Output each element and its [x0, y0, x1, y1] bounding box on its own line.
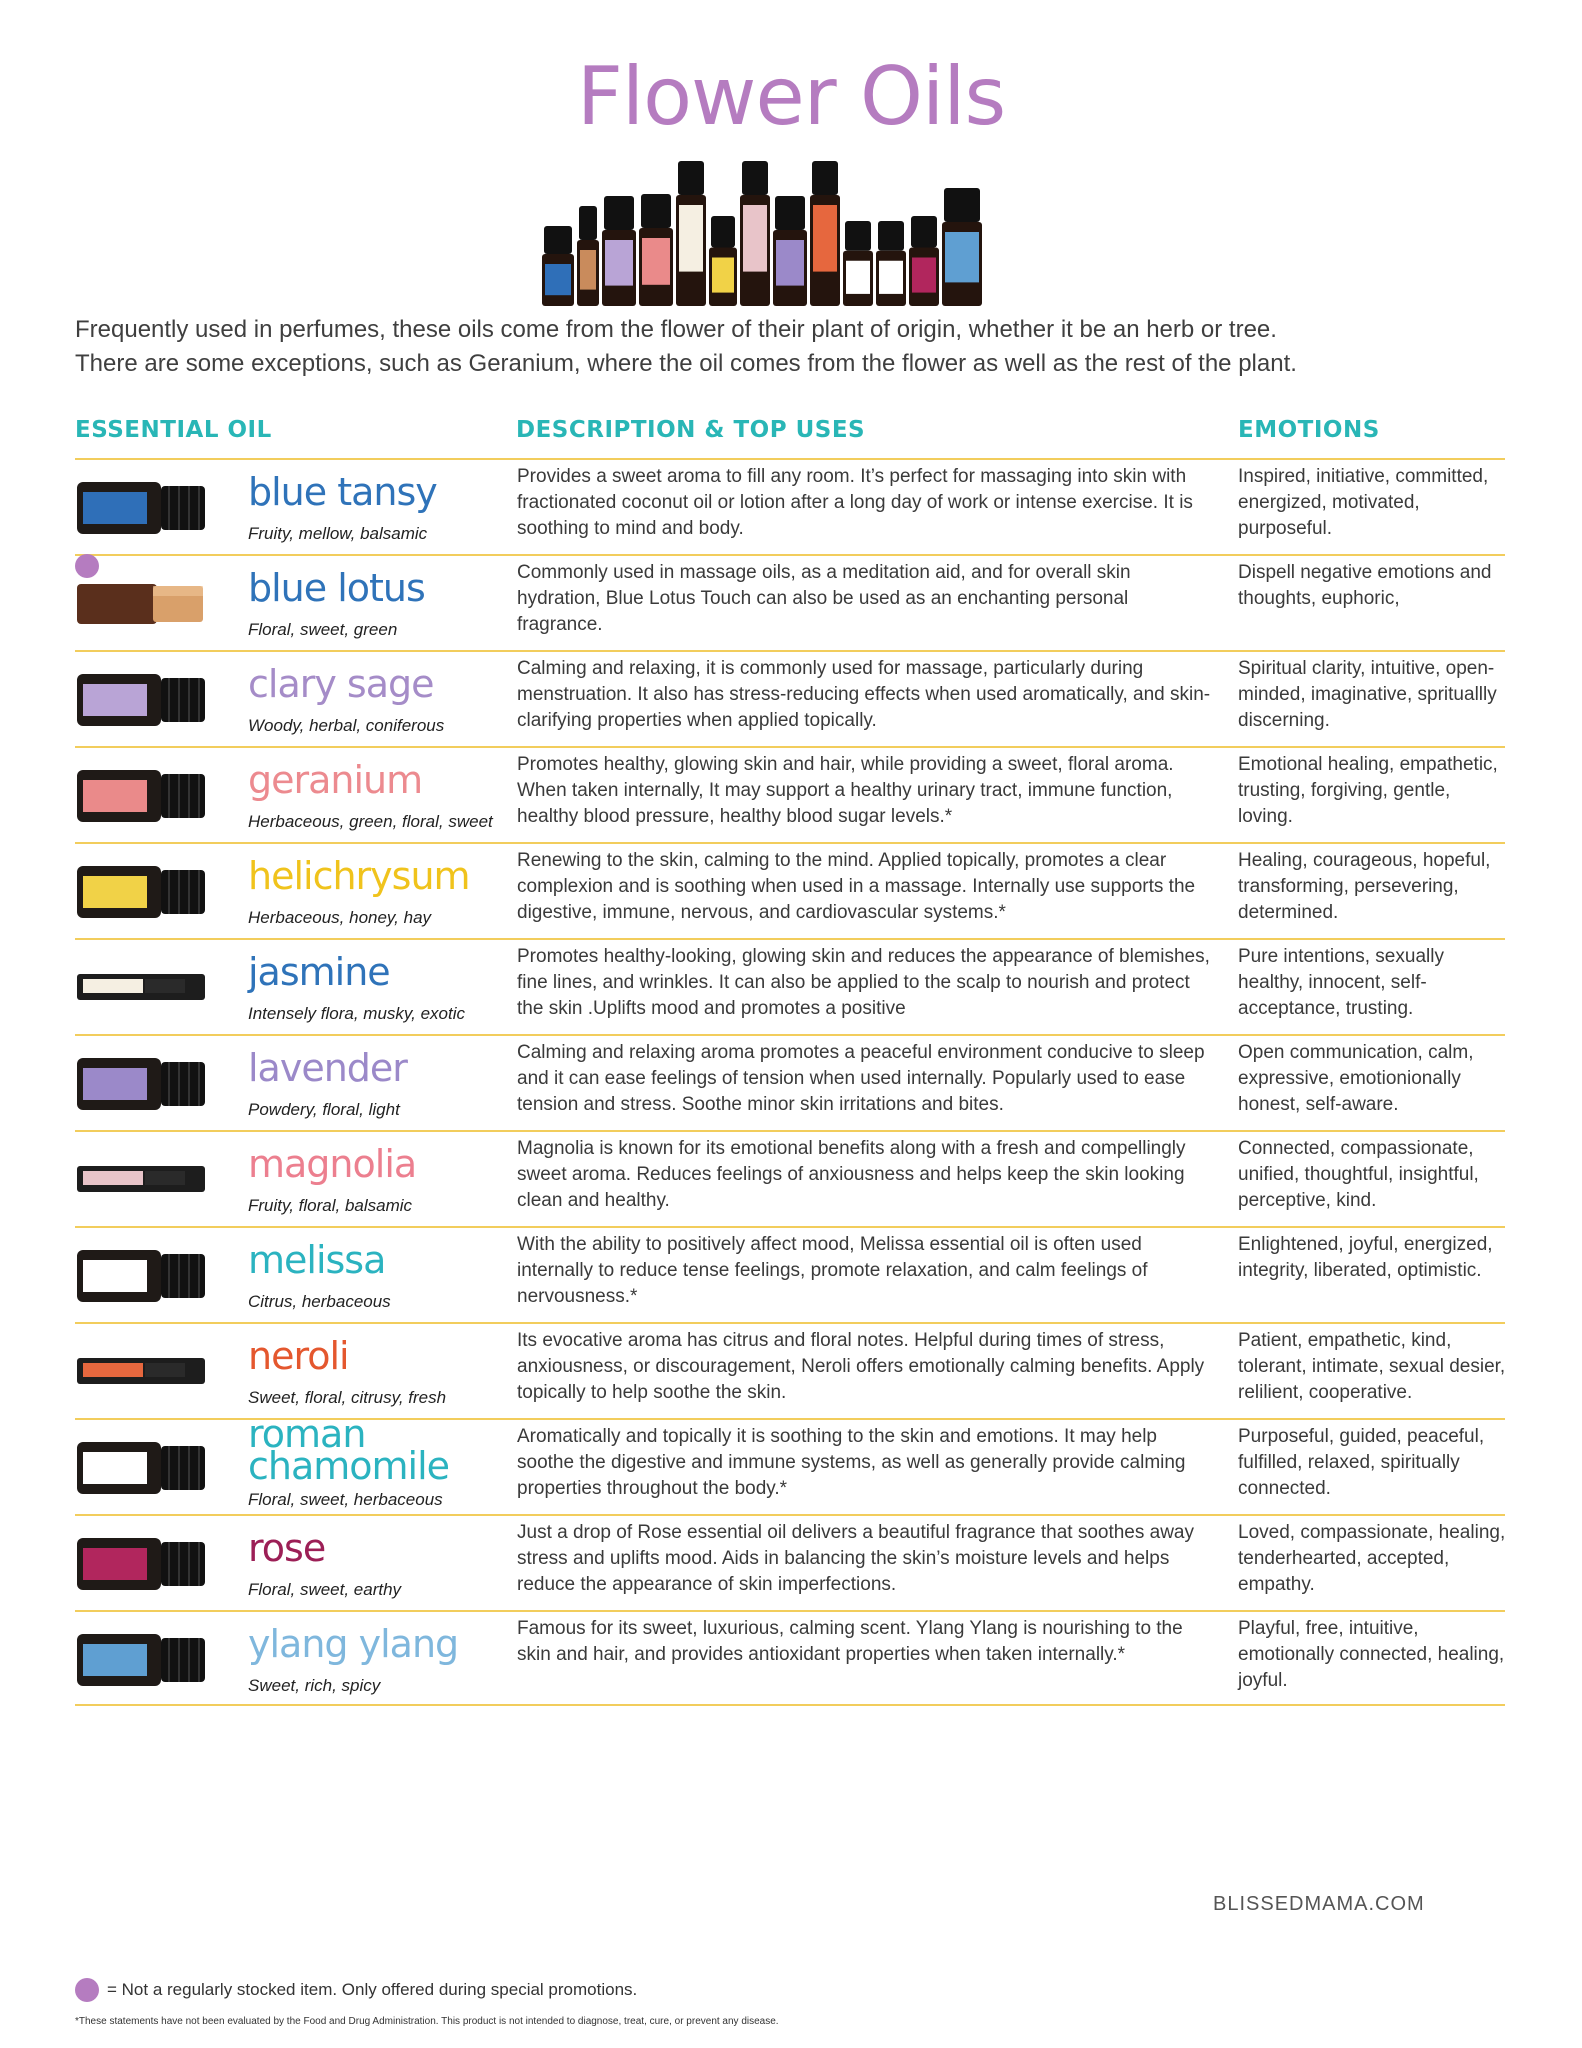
oil-description: Famous for its sweet, luxurious, calming scent. Ylang Ylang is nourishing to the skin and hair, and provides antioxidant properties when taken internally.*: [517, 1618, 1183, 1665]
oil-description: Promotes healthy, glowing skin and hair, while providing a sweet, floral aroma. When taken internally, It may support a healthy urinary tract, immune function, healthy blood pressure, healthy blood sugar levels.*: [517, 754, 1174, 827]
oil-description: Its evocative aroma has citrus and floral notes. Helpful during times of stress, anxiousness, or discouragement, Neroli offers emotionally calming benefits. Apply topically to help soothe the skin.: [517, 1330, 1205, 1403]
oil-name: geranium: [248, 758, 423, 802]
oil-aroma: Floral, sweet, herbaceous: [248, 1490, 443, 1509]
oil-bottle-icon: [75, 958, 207, 1016]
oil-aroma: Herbaceous, honey, hay: [248, 908, 432, 927]
oil-name: blue lotus: [248, 566, 425, 610]
oil-description: Renewing to the skin, calming to the mind. Applied topically, promotes a clear complexion and is soothing when used in a massage. Internally use supports the digestive, immune, nervous, and cardiovascular systems.*: [517, 850, 1196, 923]
header-essential-oil: ESSENTIAL OIL: [75, 417, 272, 443]
oil-row: [75, 1322, 1505, 1418]
intro-line-1: Frequently used in perfumes, these oils come from the flower of their plant of origin, whether it be an herb or tree.: [75, 316, 1277, 343]
oil-row: [75, 458, 1505, 554]
oil-emotions: Purposeful, guided, peaceful, fulfilled, relaxed, spiritually connected.: [1238, 1426, 1485, 1499]
oil-emotions: Inspired, initiative, committed, energized, motivated, purposeful.: [1238, 466, 1489, 539]
oil-aroma: Fruity, floral, balsamic: [248, 1196, 413, 1215]
hero-bottle: [942, 188, 982, 306]
oil-name: clary sage: [248, 662, 434, 706]
oil-aroma: Powdery, floral, light: [248, 1100, 400, 1119]
oil-row: [75, 1610, 1505, 1706]
oil-emotions: Playful, free, intuitive, emotionally connected, healing, joyful.: [1238, 1618, 1505, 1691]
oil-bottle-icon: [75, 1630, 207, 1688]
oil-row: [75, 554, 1505, 650]
oil-description: Promotes healthy-looking, glowing skin and reduces the appearance of blemishes, fine lines, and wrinkles. It can also be applied to the scalp to nourish and protect the skin .Uplifts mood and promotes a positive: [517, 946, 1210, 1019]
oil-name: lavender: [248, 1046, 407, 1090]
oil-emotions: Connected, compassionate, unified, thoughtful, insightful, perceptive, kind.: [1238, 1138, 1479, 1211]
oil-emotions: Pure intentions, sexually healthy, innocent, self-acceptance, trusting.: [1238, 946, 1444, 1019]
oil-bottle-icon: [75, 1246, 207, 1304]
oil-bottle-icon: [75, 766, 207, 824]
oil-emotions: Loved, compassionate, healing, tenderhearted, accepted, empathy.: [1238, 1522, 1506, 1595]
oil-row: [75, 650, 1505, 746]
oil-aroma: Intensely flora, musky, exotic: [248, 1004, 465, 1023]
oil-description: Provides a sweet aroma to fill any room. It’s perfect for massaging into skin with fractionated coconut oil or lotion after a long day of work or intense exercise. It is soothing to mind and body.: [517, 466, 1193, 539]
oil-bottle-icon: [75, 478, 207, 536]
promo-legend-text: = Not a regularly stocked item. Only offered during special promotions.: [107, 1980, 638, 1999]
oil-aroma: Sweet, floral, citrusy, fresh: [248, 1388, 447, 1407]
oil-name: blue tansy: [248, 470, 437, 514]
hero-bottle: [773, 196, 807, 306]
hero-bottle: [909, 216, 939, 306]
oil-aroma: Fruity, mellow, balsamic: [248, 524, 428, 543]
oil-emotions: Healing, courageous, hopeful, transforming, persevering, determined.: [1238, 850, 1491, 923]
hero-bottle: [577, 206, 599, 306]
oil-bottle-icon: [75, 1150, 207, 1208]
header-description: DESCRIPTION & TOP USES: [516, 417, 866, 443]
oil-row: [75, 1412, 1505, 1514]
hero-bottle: [843, 221, 873, 306]
hero-bottle: [602, 196, 636, 306]
oil-row: [75, 1130, 1505, 1226]
oil-name: roman chamomile: [248, 1412, 450, 1488]
oil-name: neroli: [248, 1334, 349, 1378]
oil-description: Calming and relaxing aroma promotes a peaceful environment conducive to sleep and it can ease feelings of tension when used internally. Popularly used to ease tension and stress. Soothe minor skin irritations and bites.: [517, 1042, 1205, 1115]
oil-aroma: Herbaceous, green, floral, sweet: [248, 812, 493, 831]
hero-bottle: [542, 226, 574, 306]
oil-row: [75, 938, 1505, 1034]
oil-aroma: Sweet, rich, spicy: [248, 1676, 381, 1695]
oil-bottle-icon: [75, 670, 207, 728]
intro-line-2: There are some exceptions, such as Geranium, where the oil comes from the flower as well as the rest of the plant.: [75, 350, 1297, 377]
promo-dot-icon: [75, 1978, 99, 2002]
oil-emotions: Spiritual clarity, intuitive, open-minded, imaginative, sprituallly discerning.: [1238, 658, 1497, 731]
oil-table: [75, 458, 1505, 1706]
oil-bottle-icon: [75, 862, 207, 920]
oil-name: helichrysum: [248, 854, 470, 898]
oil-name: magnolia: [248, 1142, 417, 1186]
oil-description: Commonly used in massage oils, as a meditation aid, and for overall skin hydration, Blue Lotus Touch can also be used as an enchanting personal fragrance.: [517, 562, 1131, 635]
oil-name: melissa: [248, 1238, 386, 1282]
oil-emotions: Emotional healing, empathetic, trusting, forgiving, gentle, loving.: [1238, 754, 1498, 827]
oil-row: [75, 1226, 1505, 1322]
promo-legend: [75, 1978, 637, 2002]
intro-text: [75, 313, 1515, 381]
oil-bottle-icon: [75, 574, 207, 632]
oil-emotions: Dispell negative emotions and thoughts, euphoric,: [1238, 562, 1492, 609]
oil-bottle-icon: [75, 1054, 207, 1112]
promo-dot-icon: [75, 554, 99, 578]
oil-aroma: Floral, sweet, green: [248, 620, 398, 639]
oil-name: jasmine: [248, 950, 390, 994]
oil-row: [75, 746, 1505, 842]
hero-bottle: [709, 216, 737, 306]
hero-bottle: [639, 194, 673, 306]
oil-aroma: Floral, sweet, earthy: [248, 1580, 402, 1599]
header-emotions: EMOTIONS: [1238, 417, 1380, 443]
oil-row: [75, 1514, 1505, 1610]
oil-row: [75, 1034, 1505, 1130]
hero-bottle: [810, 161, 840, 306]
oil-emotions: Open communication, calm, expressive, emotionionally honest, self-aware.: [1238, 1042, 1474, 1115]
oil-name: ylang ylang: [248, 1622, 459, 1666]
oil-bottle-icon: [75, 1534, 207, 1592]
hero-bottles-image: [540, 138, 1020, 308]
oil-description: Calming and relaxing, it is commonly used for massage, particularly during menstruation. It also has stress-reducing effects when used aromatically, and skin-clarifying properties when applied topically.: [517, 658, 1211, 731]
hero-bottle: [676, 161, 706, 306]
oil-aroma: Citrus, herbaceous: [248, 1292, 391, 1311]
oil-emotions: Patient, empathetic, kind, tolerant, intimate, sexual desier, relilient, cooperative.: [1238, 1330, 1506, 1403]
page-title: Flower Oils: [576, 50, 1006, 143]
fda-disclaimer: *These statements have not been evaluated by the Food and Drug Administration. This product is not intended to diagnose, treat, cure, or prevent any disease.: [75, 2016, 779, 2027]
oil-emotions: Enlightened, joyful, energized, integrity, liberated, optimistic.: [1238, 1234, 1493, 1281]
oil-description: Just a drop of Rose essential oil delivers a beautiful fragrance that soothes away stress and uplifts mood. Aids in balancing the skin’s moisture levels and helps reduce the appearance of skin imperfections.: [517, 1522, 1194, 1595]
oil-name: rose: [248, 1526, 326, 1570]
oil-bottle-icon: [75, 1438, 207, 1496]
oil-description: With the ability to positively affect mood, Melissa essential oil is often used internally to reduce tense feelings, promote relaxation, and calm feelings of nervousness.*: [517, 1234, 1148, 1307]
hero-bottle: [740, 161, 770, 306]
oil-description: Magnolia is known for its emotional benefits along with a fresh and compellingly sweet aroma. Reduces feelings of anxiousness and helps keep the skin looking clean and healthy.: [517, 1138, 1186, 1211]
oil-bottle-icon: [75, 1342, 207, 1400]
oil-description: Aromatically and topically it is soothing to the skin and emotions. It may help soothe the digestive and immune systems, as well as generally provide calming properties throughout the body.*: [517, 1426, 1186, 1499]
oil-aroma: Woody, herbal, coniferous: [248, 716, 445, 735]
oil-row: [75, 842, 1505, 938]
hero-bottle: [876, 221, 906, 306]
site-credit: BLISSEDMAMA.COM: [1213, 1893, 1425, 1915]
